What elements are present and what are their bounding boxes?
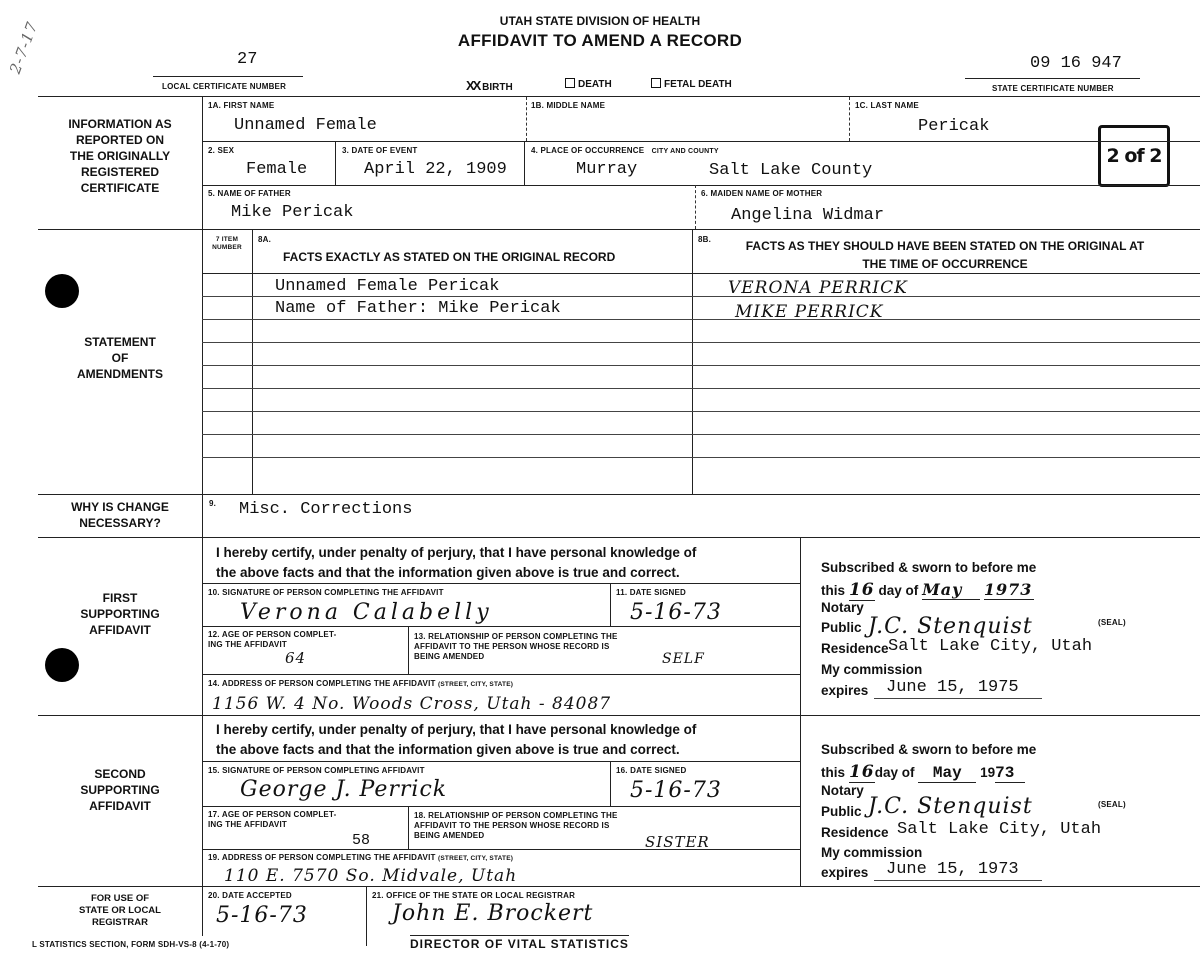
age1-value: 64 <box>285 649 307 667</box>
middle-name-label: 1B. MIDDLE NAME <box>531 101 606 110</box>
col-b-header: FACTS AS THEY SHOULD HAVE BEEN STATED ON THE ORIGINAL AT THE TIME OF OCCURRENCE <box>745 239 1145 271</box>
state-cert-number: 09 16 947 <box>1030 54 1122 73</box>
notary1-expires-label: expires <box>821 683 869 698</box>
notary1-seal: (SEAL) <box>1098 618 1126 627</box>
date2-value: 5-16-73 <box>630 778 722 803</box>
notary2-expires: June 15, 1973 <box>886 860 1019 879</box>
fetal-death-checkbox[interactable] <box>651 78 661 88</box>
notary2-commission: My commission <box>821 845 923 860</box>
local-cert-label: LOCAL CERTIFICATE NUMBER <box>162 82 287 91</box>
notary1-public-label: Public <box>821 620 862 635</box>
certify-2-line-2: the above facts and that the information given above is true and correct. <box>216 742 680 757</box>
margin-note: 2-7-17 <box>6 18 42 77</box>
last-name-value: Pericak <box>918 117 990 136</box>
date-accepted-label: 20. DATE ACCEPTED <box>208 891 292 900</box>
form-footer: L STATISTICS SECTION, FORM SDH-VS-8 (4-1-70) <box>32 940 230 949</box>
record-type-birth: XX BIRTH <box>466 78 513 93</box>
addr1-value: 1156 W. 4 No. Woods Cross, Utah - 84087 <box>212 694 612 714</box>
registrar-title: DIRECTOR OF VITAL STATISTICS <box>410 937 629 951</box>
first-affidavit-label: FIRST SUPPORTING AFFIDAVIT <box>80 591 160 637</box>
date-event-label: 3. DATE OF EVENT <box>342 146 418 155</box>
first-name-value: Unnamed Female <box>234 116 377 135</box>
rel2-value: SISTER <box>645 833 710 851</box>
form-title: AFFIDAVIT TO AMEND A RECORD <box>457 31 743 50</box>
city-value: Murray <box>576 160 638 179</box>
second-affidavit-label: SECOND SUPPORTING AFFIDAVIT <box>80 767 160 813</box>
notary2-residence-label: Residence <box>821 825 889 840</box>
mother-label: 6. MAIDEN NAME OF MOTHER <box>701 189 823 198</box>
age2-label: 17. AGE OF PERSON COMPLET- ING THE AFFIDAVIT <box>208 810 337 829</box>
notary1-commission: My commission <box>821 662 923 677</box>
punch-hole <box>45 274 79 308</box>
local-cert-number: 27 <box>237 50 258 69</box>
notary1-date-line: this 16 day of May 1973 <box>821 580 1033 600</box>
record-type-fetal: FETAL DEATH <box>651 78 732 90</box>
record-type-death: DEATH <box>565 78 612 90</box>
reason-label: WHY IS CHANGE NECESSARY? <box>71 500 169 530</box>
col-a-number: 8A. <box>258 235 272 244</box>
rel2-label: 18. RELATIONSHIP OF PERSON COMPLETING THE AFFIDAVIT TO THE PERSON WHOSE RECORD IS BEING AMENDED <box>414 811 618 840</box>
birth-checkbox-mark: XX <box>466 78 480 93</box>
amend-row-1-corrected: VERONA PERRICK <box>728 278 908 298</box>
state-cert-label: STATE CERTIFICATE NUMBER <box>992 84 1114 93</box>
page-stamp: 2 of 2 <box>1098 125 1170 187</box>
sig1-label: 10. SIGNATURE OF PERSON COMPLETING THE AFFIDAVIT <box>208 588 444 597</box>
notary1-residence: Salt Lake City, Utah <box>888 637 1093 656</box>
father-value: Mike Pericak <box>231 203 354 222</box>
registrar-label: FOR USE OF STATE OR LOCAL REGISTRAR <box>79 893 161 928</box>
mother-value: Angelina Widmar <box>731 206 885 225</box>
amend-row-2-original: Name of Father: Mike Pericak <box>275 299 561 318</box>
notary2-sworn: Subscribed & sworn to before me <box>821 742 1037 757</box>
notary2-signature: J.C. Stenquist <box>868 794 1033 819</box>
registrar-office-label: 21. OFFICE OF THE STATE OR LOCAL REGISTRAR <box>372 891 576 900</box>
certify-1-line-2: the above facts and that the information given above is true and correct. <box>216 565 680 580</box>
reason-number: 9. <box>209 499 217 508</box>
sig2-label: 15. SIGNATURE OF PERSON COMPLETING AFFIDAVIT <box>208 766 425 775</box>
addr2-value: 110 E. 7570 So. Midvale, Utah <box>224 866 518 886</box>
notary2-seal: (SEAL) <box>1098 800 1126 809</box>
sig2-value: George J. Perrick <box>240 777 448 802</box>
death-checkbox[interactable] <box>565 78 575 88</box>
original-info-label: INFORMATION AS REPORTED ON THE ORIGINALLY REGISTERED CERTIFICATE <box>68 117 172 195</box>
notary2-public-label: Public <box>821 804 862 819</box>
punch-hole <box>45 648 79 682</box>
sex-label: 2. SEX <box>208 146 235 155</box>
notary2-date-line: this 16day of May 1973 <box>821 762 1025 783</box>
date-accepted-value: 5-16-73 <box>216 903 308 928</box>
notary1-notary-label: Notary <box>821 600 864 615</box>
addr1-label: 14. ADDRESS OF PERSON COMPLETING THE AFFIDAVIT (STREET, CITY, STATE) <box>208 679 514 688</box>
last-name-label: 1C. LAST NAME <box>855 101 919 110</box>
registrar-signature: John E. Brockert <box>392 901 594 926</box>
col-b-number: 8B. <box>698 235 712 244</box>
date-event-value: April 22, 1909 <box>364 160 507 179</box>
date1-label: 11. DATE SIGNED <box>616 588 686 597</box>
rel1-value: SELF <box>662 651 705 667</box>
notary2-notary-label: Notary <box>821 783 864 798</box>
item-number-label: 7 ITEM NUMBER <box>212 236 242 251</box>
notary2-residence: Salt Lake City, Utah <box>897 820 1102 839</box>
notary2-expires-label: expires <box>821 865 869 880</box>
notary1-signature: J.C. Stenquist <box>868 614 1033 639</box>
father-label: 5. NAME OF FATHER <box>208 189 291 198</box>
sig1-value: Verona Calabelly <box>240 600 493 625</box>
notary1-residence-label: Residence <box>821 641 889 656</box>
amendments-label: STATEMENT OF AMENDMENTS <box>77 335 163 381</box>
agency-title: UTAH STATE DIVISION OF HEALTH <box>499 14 701 28</box>
col-a-header: FACTS EXACTLY AS STATED ON THE ORIGINAL RECORD <box>283 250 616 264</box>
amend-row-2-corrected: MIKE PERRICK <box>735 302 884 322</box>
first-name-label: 1A. FIRST NAME <box>208 101 275 110</box>
date2-label: 16. DATE SIGNED <box>616 766 687 775</box>
certify-2-line-1: I hereby certify, under penalty of perjury, that I have personal knowledge of <box>216 722 697 737</box>
sex-value: Female <box>246 160 308 179</box>
age1-label: 12. AGE OF PERSON COMPLET- ING THE AFFIDAVIT <box>208 630 337 649</box>
notary1-expires: June 15, 1975 <box>886 678 1019 697</box>
certify-1-line-1: I hereby certify, under penalty of perjury, that I have personal knowledge of <box>216 545 697 560</box>
date1-value: 5-16-73 <box>630 600 722 625</box>
rel1-label: 13. RELATIONSHIP OF PERSON COMPLETING THE AFFIDAVIT TO THE PERSON WHOSE RECORD IS BEING AMENDED <box>414 632 618 661</box>
age2-value: 58 <box>352 832 371 849</box>
addr2-label: 19. ADDRESS OF PERSON COMPLETING THE AFFIDAVIT (STREET, CITY, STATE) <box>208 853 514 862</box>
place-label: 4. PLACE OF OCCURRENCE CITY AND COUNTY <box>531 146 719 155</box>
notary1-sworn: Subscribed & sworn to before me <box>821 560 1037 575</box>
reason-value: Misc. Corrections <box>239 500 413 519</box>
county-value: Salt Lake County <box>709 161 873 180</box>
amend-row-1-original: Unnamed Female Pericak <box>275 277 500 296</box>
